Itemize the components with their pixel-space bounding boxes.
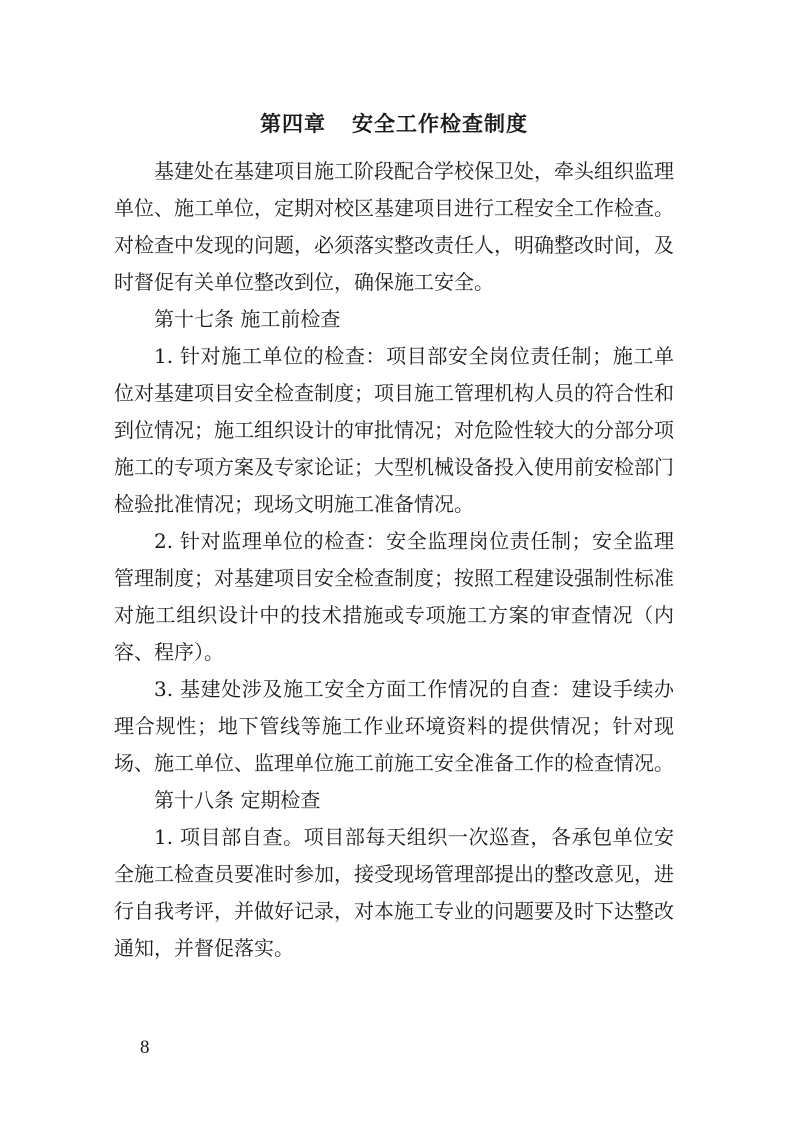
article-17-item-2: 2. 针对监理单位的检查：安全监理岗位责任制；安全监理管理制度；对基建项目安全检查制度；按照工程建设强制性标准对施工组织设计中的技术措施或专项施工方案的审查情况（内容、程序）。	[114, 529, 674, 664]
intro-paragraph: 基建处在基建项目施工阶段配合学校保卫处，牵头组织监理单位、施工单位，定期对校区基建项目进行工程安全工作检查。对检查中发现的问题，必须落实整改责任人，明确整改时间，及时督促有关单位整改到位，确保施工安全。	[114, 159, 674, 294]
chapter-number: 第四章	[260, 112, 326, 136]
article-17-item-1: 1. 针对施工单位的检查：项目部安全岗位责任制；施工单位对基建项目安全检查制度；项目施工管理机构人员的符合性和到位情况；施工组织设计的审批情况；对危险性较大的分部分项施工的专项方案及专家论证；大型机械设备投入使用前安检部门检验批准情况；现场文明施工准备情况。	[114, 344, 674, 516]
article-17-heading: 第十七条 施工前检查	[154, 307, 341, 331]
page-number: 8	[140, 1037, 150, 1058]
page-content	[114, 108, 674, 967]
article-18-item-1: 1. 项目部自查。项目部每天组织一次巡查，各承包单位安全施工检查员要准时参加，接受现场管理部提出的整改意见，进行自我考评，并做好记录，对本施工专业的问题要及时下达整改通知，并督促落实。	[114, 825, 674, 960]
article-18-heading: 第十八条 定期检查	[154, 788, 321, 812]
chapter-heading	[114, 108, 674, 140]
chapter-title: 安全工作检查制度	[352, 112, 528, 136]
article-17-item-3: 3. 基建处涉及施工安全方面工作情况的自查：建设手续办理合规性；地下管线等施工作业环境资料的提供情况；针对现场、施工单位、监理单位施工前施工安全准备工作的检查情况。	[114, 677, 674, 775]
